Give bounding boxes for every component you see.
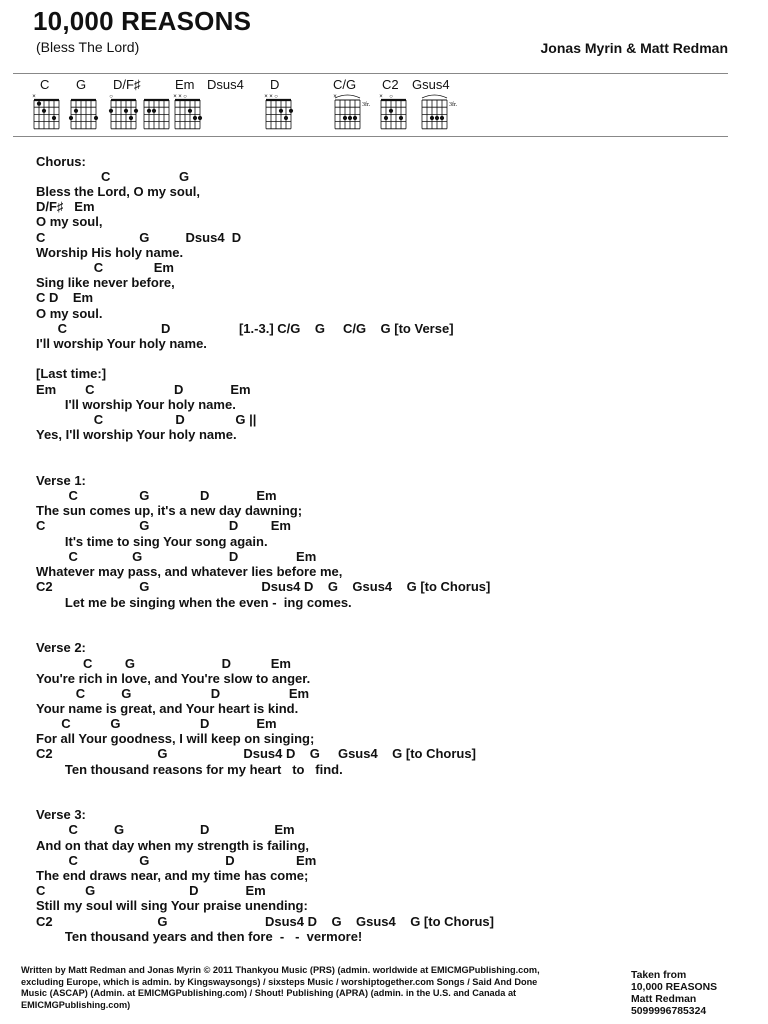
chord-diagram: [332, 92, 372, 136]
chord-line: C G D Em: [36, 822, 295, 837]
lyric-line: Sing like never before,: [36, 275, 175, 290]
copyright-line: excluding Europe, which is admin. by Kingswaysongs) / sixsteps Music / worshiptogether.com Songs / Said And Done: [21, 976, 538, 987]
chord-line: Em C D Em: [36, 382, 251, 397]
open-string-mark: ○: [389, 94, 393, 100]
finger-dot: [124, 109, 128, 113]
chord-line: C G D Em: [36, 656, 291, 671]
lyric-line: Your name is great, and Your heart is kind.: [36, 701, 299, 716]
lyric-line: The end draws near, and my time has come;: [36, 868, 309, 883]
chord-name: D/F♯: [113, 77, 141, 92]
lyric-line: O my soul,: [36, 214, 103, 229]
finger-dot: [440, 116, 444, 120]
finger-dot: [109, 109, 113, 113]
lyric-line: The sun comes up, it's a new day dawning;: [36, 503, 303, 518]
lyric-line: C2 G Dsus4 D G Gsus4 G [to Chorus]: [36, 579, 491, 594]
lyric-line: C2 G Dsus4 D G Gsus4 G [to Chorus]: [36, 914, 494, 929]
finger-dot: [399, 116, 403, 120]
finger-dot: [152, 109, 156, 113]
chord-line: C G D Em: [36, 518, 291, 533]
chord-name: C: [40, 77, 50, 92]
song-title: 10,000 REASONS: [33, 6, 252, 36]
muted-string-mark: ×: [264, 94, 268, 100]
finger-dot: [348, 116, 352, 120]
lyric-line: For all Your goodness, I will keep on singing;: [36, 731, 315, 746]
finger-dot: [74, 109, 78, 113]
finger-dot: [42, 109, 46, 113]
lyric-line: I'll worship Your holy name.: [36, 336, 207, 351]
finger-dot: [353, 116, 357, 120]
chord-line: C Em: [36, 260, 174, 275]
chord-strip-divider: [13, 136, 728, 137]
copyright-notice: [21, 965, 591, 1011]
finger-dot: [430, 116, 434, 120]
lyric-line: Bless the Lord, O my soul,: [36, 184, 200, 199]
copyright-line: Music (ASCAP) (Admin. at EMICMGPublishing.com) / Shout! Publishing (APRA) (admin. in the U.S. and Canada at: [21, 988, 517, 999]
finger-dot: [147, 109, 151, 113]
chord-name: C2: [382, 77, 399, 92]
finger-dot: [389, 109, 393, 113]
chord-name: C/G: [333, 77, 357, 92]
chord-diagram: [263, 92, 303, 136]
chord-diagram: [172, 92, 212, 136]
chord-line: C D G ||: [36, 412, 257, 427]
finger-dot: [198, 116, 202, 120]
lyric-line: And on that day when my strength is failing,: [36, 838, 310, 853]
finger-dot: [193, 116, 197, 120]
chord-name: Dsus4: [207, 77, 244, 92]
lyric-line: Ten thousand reasons for my heart to find.: [36, 762, 343, 777]
finger-dot: [129, 116, 133, 120]
fret-position-label: 3fr.: [362, 101, 371, 108]
lyric-line: Verse 2:: [36, 640, 86, 655]
chord-line: C G: [36, 169, 190, 184]
lyric-line: Verse 1:: [36, 473, 86, 488]
finger-dot: [188, 109, 192, 113]
album-source-line: Matt Redman: [631, 994, 697, 1005]
lyric-line: Verse 3:: [36, 807, 86, 822]
chord-line: C G D Em: [36, 716, 277, 731]
muted-string-mark: ×: [333, 94, 337, 100]
barre-arc: [422, 95, 447, 98]
lyric-line: Chorus:: [36, 154, 86, 169]
muted-string-mark: ×: [173, 94, 177, 100]
finger-dot: [384, 116, 388, 120]
chord-name: G: [76, 77, 87, 92]
fret-position-label: 3fr.: [449, 101, 458, 108]
album-source-line: 5099996785324: [631, 1006, 707, 1017]
chord-line: [Last time:]: [36, 366, 107, 381]
muted-string-mark: ×: [269, 94, 273, 100]
finger-dot: [69, 116, 73, 120]
finger-dot: [37, 102, 41, 106]
lyric-line: Still my soul will sing Your praise unending:: [36, 898, 308, 913]
lyric-line: Yes, I'll worship Your holy name.: [36, 427, 237, 442]
lyric-line: O my soul.: [36, 306, 103, 321]
lyric-line: You're rich in love, and You're slow to anger.: [36, 671, 311, 686]
finger-dot: [279, 109, 283, 113]
finger-dot: [343, 116, 347, 120]
lyric-line: C G Dsus4 D: [36, 230, 242, 245]
lyric-line: I'll worship Your holy name.: [36, 397, 236, 412]
copyright-line: Written by Matt Redman and Jonas Myrin © 2011 Thankyou Music (PRS) (admin. worldwide at EMICMGPublishing.com,: [21, 965, 540, 975]
finger-dot: [134, 109, 138, 113]
barre-arc: [335, 95, 360, 98]
muted-string-mark: ×: [379, 94, 383, 100]
lyric-line: Let me be singing when the even - ing comes.: [36, 595, 352, 610]
top-divider: [13, 73, 728, 74]
lyric-line: It's time to sing Your song again.: [36, 534, 268, 549]
open-string-mark: ○: [109, 94, 113, 100]
copyright-line: EMICMGPublishing.com): [21, 999, 131, 1010]
chord-line: C D Em: [36, 290, 94, 305]
chord-name: Em: [175, 77, 195, 92]
chord-name: D: [270, 77, 280, 92]
finger-dot: [284, 116, 288, 120]
chord-line: C G D Em: [36, 488, 277, 503]
muted-string-mark: ×: [32, 94, 36, 100]
song-authors: Jonas Myrin & Matt Redman: [540, 40, 728, 56]
song-subtitle: (Bless The Lord): [36, 39, 140, 55]
open-string-mark: ○: [183, 94, 187, 100]
chord-name: Gsus4: [412, 77, 450, 92]
finger-dot: [94, 116, 98, 120]
album-source-line: 10,000 REASONS: [631, 982, 718, 993]
chord-line: C G D Em: [36, 883, 266, 898]
chord-line: D/F♯ Em: [36, 199, 95, 214]
chord-diagram: [31, 92, 71, 136]
lyric-line: Whatever may pass, and whatever lies before me,: [36, 564, 343, 579]
lyric-line: Worship His holy name.: [36, 245, 184, 260]
chord-diagram: [378, 92, 418, 136]
finger-dot: [52, 116, 56, 120]
album-source: [631, 970, 717, 1018]
chord-line: C G D Em: [36, 549, 317, 564]
chord-line: C D [1.-3.] C/G G C/G G [to Verse]: [36, 321, 454, 336]
finger-dot: [435, 116, 439, 120]
lyric-line: C2 G Dsus4 D G Gsus4 G [to Chorus]: [36, 746, 476, 761]
open-string-mark: ○: [274, 94, 278, 100]
lyric-line: Ten thousand years and then fore - - vermore!: [36, 929, 363, 944]
muted-string-mark: ×: [178, 94, 182, 100]
chord-diagram: [419, 92, 459, 136]
chord-line: C G D Em: [36, 853, 317, 868]
chord-diagram: [68, 92, 108, 136]
album-source-line: Taken from: [631, 970, 687, 981]
finger-dot: [289, 109, 293, 113]
chord-line: C G D Em: [36, 686, 310, 701]
